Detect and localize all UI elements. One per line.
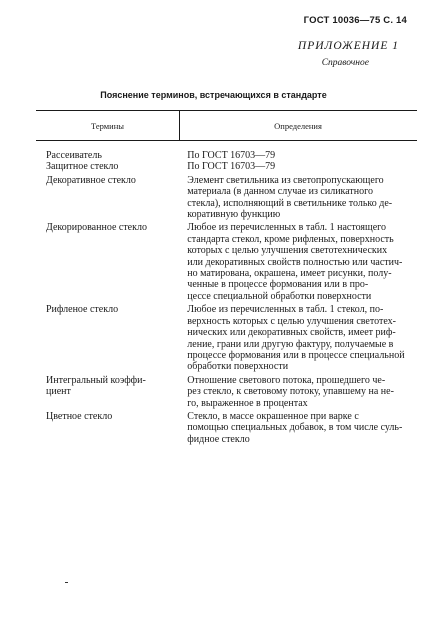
term-line: Интегральный коэффи- bbox=[46, 374, 146, 386]
table-row bbox=[36, 175, 417, 221]
definition-cell bbox=[187, 411, 417, 445]
appendix-subtitle: Справочное bbox=[321, 58, 369, 68]
term-cell bbox=[36, 411, 162, 445]
table-row bbox=[36, 411, 417, 445]
term-line: Декорированное стекло bbox=[46, 222, 147, 234]
table-header bbox=[36, 111, 417, 140]
term-cell bbox=[36, 161, 162, 172]
definition-line: ление, грани или другую фактуру, получаемые в bbox=[187, 338, 394, 350]
table-row bbox=[36, 222, 417, 302]
definition-line: но матирована, окрашена, имеет рисунки, полу- bbox=[187, 268, 392, 280]
definition-line: Стекло, в массе окрашенное при варке с bbox=[187, 410, 359, 422]
column-header-terms: Термины bbox=[91, 120, 124, 131]
definition-line: фидное стекло bbox=[187, 433, 250, 445]
definition-cell bbox=[187, 375, 417, 409]
term-line: Рассеиватель bbox=[46, 150, 102, 161]
term-line: Рифленое стекло bbox=[46, 304, 119, 316]
definition-line: стекла), исполняющий в светильнике только де- bbox=[187, 197, 393, 209]
definition-line: верхность которых с целью улучшения светотех- bbox=[187, 315, 396, 327]
table-header-rule bbox=[36, 140, 417, 141]
definition-line: или декоративных свойств полностью или частич- bbox=[187, 256, 403, 268]
term-cell bbox=[36, 304, 162, 372]
running-head: ГОСТ 10036—75 С. 14 bbox=[303, 15, 407, 26]
definition-line: Отношение светового потока, прошедшего че- bbox=[187, 374, 386, 386]
definition-line: которых с целью улучшения светотехнических bbox=[187, 245, 388, 257]
definition-cell bbox=[187, 175, 417, 221]
definition-line: коративную функцию bbox=[187, 209, 281, 221]
definition-line: го, выраженное в процентах bbox=[187, 397, 308, 409]
definition-line: Любое из перечисленных в табл. 1 стекол, по- bbox=[187, 304, 384, 316]
definition-line: рез стекло, к световому потоку, упавшему на не- bbox=[187, 386, 394, 398]
table-row bbox=[36, 375, 417, 409]
definition-line: По ГОСТ 16703—79 bbox=[187, 161, 276, 173]
definition-line: ченные в процессе формования или в про- bbox=[187, 279, 369, 291]
term-line: Декоративное стекло bbox=[46, 174, 136, 186]
definition-cell bbox=[187, 222, 417, 302]
definition-cell bbox=[187, 161, 417, 172]
definition-line: цессе специальной обработки поверхности bbox=[187, 290, 372, 302]
definition-line: Элемент светильника из светопропускающего bbox=[187, 174, 384, 186]
column-header-definitions: Определения bbox=[274, 120, 322, 131]
page-mark bbox=[65, 582, 68, 583]
definition-line: нических или декоративных свойств, имеет риф- bbox=[187, 327, 396, 339]
term-cell bbox=[36, 375, 162, 409]
definition-line: помощью специальных добавок, в том числе суль- bbox=[187, 422, 403, 434]
document-heading: Пояснение терминов, встречающихся в стандарте bbox=[100, 90, 327, 100]
definition-line: стандарта стекол, кроме рифленых, поверхность bbox=[187, 233, 394, 245]
terms-table bbox=[36, 110, 417, 445]
definition-line: Любое из перечисленных в табл. 1 настоящего bbox=[187, 222, 386, 234]
term-cell bbox=[36, 150, 162, 161]
definition-line: По ГОСТ 16703—79 bbox=[187, 150, 276, 161]
header-column-divider bbox=[179, 111, 180, 141]
term-line: Защитное стекло bbox=[46, 161, 119, 173]
definition-cell bbox=[187, 304, 417, 372]
table-body bbox=[36, 150, 417, 445]
definition-line: процессе формования или в процессе специальной bbox=[187, 349, 405, 361]
table-row bbox=[36, 150, 417, 161]
definition-cell bbox=[187, 150, 417, 161]
term-cell bbox=[36, 175, 162, 221]
definition-line: материала (в данном случае из силикатного bbox=[187, 186, 373, 198]
term-cell bbox=[36, 222, 162, 302]
term-line: циент bbox=[46, 386, 71, 398]
term-line: Цветное стекло bbox=[46, 410, 113, 422]
table-row bbox=[36, 161, 417, 172]
appendix-title: ПРИЛОЖЕНИЕ 1 bbox=[297, 40, 399, 52]
table-row bbox=[36, 304, 417, 372]
definition-line: обработки поверхности bbox=[187, 361, 289, 373]
